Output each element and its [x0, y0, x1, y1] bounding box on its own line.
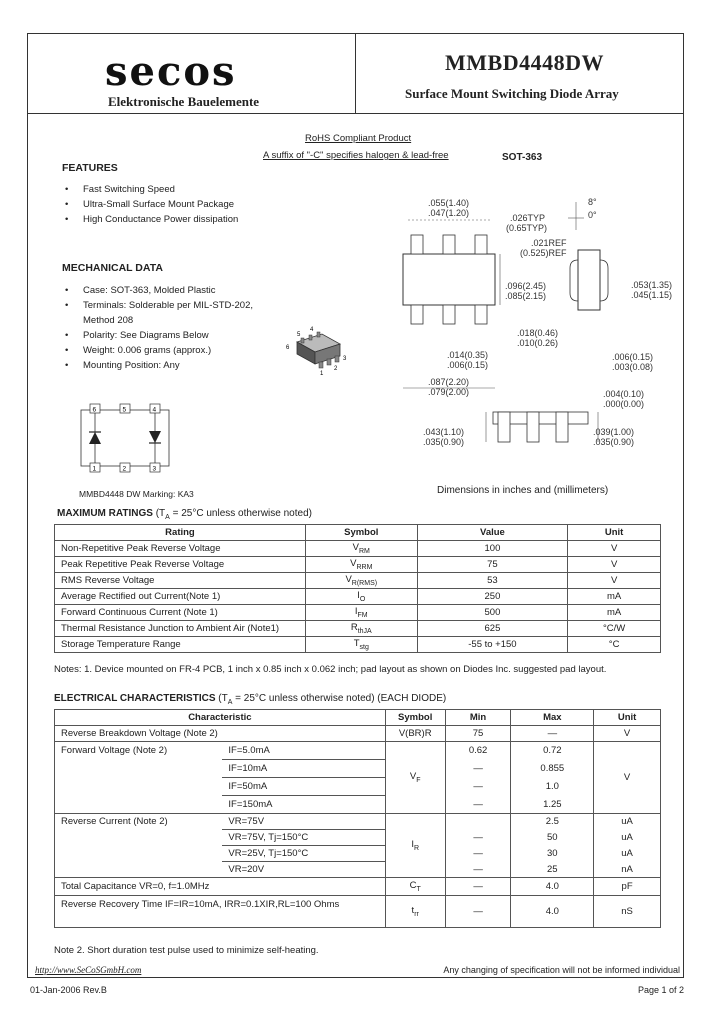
max-ratings-cond-sub: A	[165, 514, 170, 521]
table-row	[55, 878, 661, 896]
symbol-sub: rr	[414, 910, 419, 918]
dim-label: .006(0.15)	[612, 352, 654, 362]
footer-page: Page 1 of 2	[637, 985, 684, 995]
symbol-sub: R	[414, 844, 420, 852]
halogen-note: A suffix of "-C" specifies halogen & lead-free	[263, 150, 449, 161]
cell	[305, 605, 417, 621]
pin-label: 4	[152, 406, 157, 414]
cell: 30	[511, 846, 594, 862]
cell: -55 to +150	[417, 637, 568, 653]
pin-label: 5	[122, 406, 127, 414]
list-item: • High Conductance Power dissipation	[62, 212, 238, 227]
dim-label: .053(1.35)	[631, 280, 673, 290]
list-item: • Case: SOT-363, Molded Plastic	[62, 283, 253, 298]
symbol: T	[353, 638, 360, 650]
dim-label: .047(1.20)	[428, 208, 470, 218]
dim-label: .026TYP	[510, 213, 546, 223]
cell: 1.0	[511, 778, 594, 796]
cell: nS	[594, 896, 661, 928]
table-row	[55, 573, 661, 589]
marking-caption: MMBD4448 DW Marking: KA3	[79, 489, 194, 499]
cell: 100	[417, 541, 568, 557]
pin-label: 3	[152, 465, 157, 473]
cell: 2.5	[511, 814, 594, 830]
dim-label: (0.525)REF	[520, 248, 567, 258]
symbol-sub: O	[359, 595, 366, 603]
column-header: Min	[445, 710, 511, 726]
cell: Thermal Resistance Junction to Ambient Air (Note1)	[55, 621, 306, 637]
table-header-row	[55, 710, 661, 726]
company-name: Elektronische Bauelemente	[108, 94, 260, 109]
electrical-cond-pre: (T	[218, 693, 228, 704]
table-row	[55, 726, 661, 742]
symbol: V	[352, 542, 359, 554]
cell: 53	[417, 573, 568, 589]
cell: —	[445, 862, 511, 878]
dim-label: .018(0.46)	[517, 328, 559, 338]
cell	[385, 742, 445, 814]
column-header: Characteristic	[55, 710, 386, 726]
dim-label: .004(0.10)	[603, 389, 645, 399]
symbol-sub: thJA	[357, 627, 372, 635]
table-row	[55, 896, 661, 928]
column-header: Rating	[55, 525, 306, 541]
cell: °C	[568, 637, 661, 653]
column-header: Symbol	[305, 525, 417, 541]
dim-label: .079(2.00)	[428, 387, 470, 397]
column-header: Symbol	[385, 710, 445, 726]
cell	[385, 896, 445, 928]
cell: 0.62	[445, 742, 511, 760]
electrical-table	[54, 709, 661, 928]
pin-label: 1	[92, 465, 97, 473]
symbol: t	[411, 905, 415, 917]
max-ratings-cond-pre: (T	[155, 508, 166, 519]
symbol-sub: RM	[358, 547, 370, 555]
part-number: MMBD4448DW	[445, 50, 604, 75]
symbol: I	[354, 606, 358, 618]
cell: IF=50mA	[222, 778, 385, 796]
symbol-sub: RRM	[356, 563, 373, 571]
dimensions-caption: Dimensions in inches and (millimeters)	[437, 485, 609, 496]
table-row	[55, 742, 661, 760]
cell: —	[445, 846, 511, 862]
pin-label: 6	[92, 406, 97, 414]
cell: mA	[568, 589, 661, 605]
footer-disclaimer: Any changing of specification will not be informed individual	[443, 965, 680, 975]
cell: V	[568, 541, 661, 557]
electrical-cond-sub: A	[227, 699, 233, 706]
dim-label: .035(0.90)	[423, 437, 465, 447]
diode-schematic	[80, 402, 180, 477]
cell: —	[445, 878, 511, 896]
cell: 0.855	[511, 760, 594, 778]
dim-label: .045(1.15)	[631, 290, 673, 300]
pin-label: 5	[297, 332, 301, 338]
symbol: V	[345, 574, 352, 586]
cell: 0.72	[511, 742, 594, 760]
symbol: C	[409, 880, 417, 892]
package-illustration	[282, 322, 352, 377]
cell: V	[594, 726, 661, 742]
max-ratings-heading	[57, 508, 312, 521]
cell: pF	[594, 878, 661, 896]
table-row	[55, 541, 661, 557]
dim-label: (0.65TYP)	[506, 223, 548, 233]
cell	[305, 637, 417, 653]
pin-label: 4	[310, 327, 314, 333]
footer-date: 01-Jan-2006 Rev.B	[30, 985, 107, 995]
cell	[305, 557, 417, 573]
cell: —	[445, 896, 511, 928]
package-label: SOT-363	[502, 152, 543, 163]
dim-label: .087(2.20)	[428, 377, 470, 387]
cell: Peak Repetitive Peak Reverse Voltage	[55, 557, 306, 573]
electrical-title: ELECTRICAL CHARACTERISTICS	[54, 693, 216, 704]
diode-symbol	[89, 432, 101, 444]
cell: 4.0	[511, 878, 594, 896]
cell: IF=150mA	[222, 796, 385, 814]
table-row	[55, 557, 661, 573]
cell: 4.0	[511, 896, 594, 928]
dim-label: .055(1.40)	[428, 198, 470, 208]
cell: nA	[594, 862, 661, 878]
cell	[445, 814, 511, 830]
cell: V	[568, 573, 661, 589]
cell: VR=25V, Tj=150°C	[222, 846, 385, 862]
cell: —	[445, 760, 511, 778]
table-header-row	[55, 525, 661, 541]
cell: —	[511, 726, 594, 742]
cell: Non-Repetitive Peak Reverse Voltage	[55, 541, 306, 557]
dim-label: .014(0.35)	[447, 350, 489, 360]
max-ratings-table	[54, 524, 661, 653]
dim-label: .010(0.26)	[517, 338, 559, 348]
table-row	[55, 589, 661, 605]
dim-label: .003(0.08)	[612, 362, 654, 372]
cell: Average Rectified out Current(Note 1)	[55, 589, 306, 605]
cell: uA	[594, 830, 661, 846]
electrical-note: Note 2. Short duration test pulse used to minimize self-heating.	[54, 945, 319, 956]
symbol-sub: FM	[357, 611, 368, 619]
dim-label: .096(2.45)	[505, 281, 547, 291]
cell: —	[445, 778, 511, 796]
symbol: V	[350, 558, 357, 570]
footer-url[interactable]: http://www.SeCoSGmbH.com	[35, 965, 142, 975]
cell: 1.25	[511, 796, 594, 814]
cell	[385, 878, 445, 896]
header-divider	[355, 33, 356, 113]
cell	[305, 589, 417, 605]
pin-label: 1	[320, 371, 324, 377]
cell: VR=20V	[222, 862, 385, 878]
cell: uA	[594, 814, 661, 830]
cell	[385, 814, 445, 878]
cell	[305, 541, 417, 557]
table-row	[55, 605, 661, 621]
diode-symbol	[149, 431, 161, 443]
cell: —	[445, 796, 511, 814]
cell: 50	[511, 830, 594, 846]
features-title: FEATURES	[62, 162, 118, 174]
cell: 250	[417, 589, 568, 605]
max-ratings-title: MAXIMUM RATINGS	[57, 508, 153, 519]
max-ratings-note: Notes: 1. Device mounted on FR-4 PCB, 1 inch x 0.85 inch x 0.062 inch; pad layout as shown on Diodes Inc. suggested pad layout.	[54, 664, 607, 675]
symbol: V	[409, 771, 417, 783]
list-item: • Mounting Position: Any	[62, 358, 253, 373]
cell: 500	[417, 605, 568, 621]
dim-label: .085(2.15)	[505, 291, 547, 301]
cell: Reverse Current (Note 2)	[55, 814, 223, 878]
column-header: Unit	[594, 710, 661, 726]
cell: 25	[511, 862, 594, 878]
symbol: R	[350, 622, 358, 634]
symbol: I	[411, 839, 414, 851]
symbol-sub: R(RMS)	[351, 579, 378, 587]
cell: Forward Continuous Current (Note 1)	[55, 605, 306, 621]
list-item: • Weight: 0.006 grams (approx.)	[62, 343, 253, 358]
cell: Total Capacitance VR=0, f=1.0MHz	[55, 878, 386, 896]
cell: 625	[417, 621, 568, 637]
cell: °C/W	[568, 621, 661, 637]
cell: 75	[445, 726, 511, 742]
pin-label: 2	[122, 465, 127, 473]
rohs-note: RoHS Compliant Product	[305, 133, 412, 144]
cell	[305, 573, 417, 589]
cell: mA	[568, 605, 661, 621]
mechanical-list	[62, 283, 253, 373]
max-ratings-cond: = 25°C unless otherwise noted)	[169, 508, 312, 519]
cell: 75	[417, 557, 568, 573]
symbol-sub: F	[416, 776, 421, 784]
dim-label: .035(0.90)	[593, 437, 635, 447]
symbol-sub: T	[416, 885, 421, 893]
dim-label: .021REF	[531, 238, 567, 248]
dim-label: .043(1.10)	[423, 427, 465, 437]
pin-label: 2	[334, 366, 338, 372]
cell: V	[594, 742, 661, 814]
cell: V	[568, 557, 661, 573]
cell: V(BR)R	[385, 726, 445, 742]
dim-label: .039(1.00)	[593, 427, 635, 437]
column-header: Max	[511, 710, 594, 726]
angle-label: 0°	[588, 210, 597, 220]
symbol: I	[357, 590, 360, 602]
table-row	[55, 621, 661, 637]
cell: RMS Reverse Voltage	[55, 573, 306, 589]
dim-label: .006(0.15)	[447, 360, 489, 370]
table-row	[55, 814, 661, 830]
table-row	[55, 637, 661, 653]
cell: VR=75V	[222, 814, 385, 830]
electrical-heading	[54, 693, 446, 706]
symbol-sub: stg	[359, 643, 369, 651]
cell: IF=10mA	[222, 760, 385, 778]
electrical-cond: = 25°C unless otherwise noted) (EACH DIODE)	[232, 693, 447, 704]
cell: uA	[594, 846, 661, 862]
column-header: Value	[417, 525, 568, 541]
dim-label: .000(0.00)	[603, 399, 645, 409]
list-item: • Polarity: See Diagrams Below	[62, 328, 253, 343]
cell: Forward Voltage (Note 2)	[55, 742, 223, 814]
column-header: Unit	[568, 525, 661, 541]
features-list	[62, 182, 238, 227]
list-item-cont	[62, 313, 253, 328]
cell: —	[445, 830, 511, 846]
cell: IF=5.0mA	[222, 742, 385, 760]
list-item: • Terminals: Solderable per MIL-STD-202,	[62, 298, 253, 313]
terminals-cont: Method 208	[83, 315, 134, 326]
mechanical-title: MECHANICAL DATA	[62, 262, 163, 274]
header-bottom-rule	[27, 113, 684, 114]
cell	[305, 621, 417, 637]
pin-label: 3	[343, 356, 347, 362]
pin-label: 6	[286, 345, 290, 351]
list-item: • Ultra-Small Surface Mount Package	[62, 197, 238, 212]
brand-logo: secos	[105, 48, 237, 95]
cell: VR=75V, Tj=150°C	[222, 830, 385, 846]
angle-label: 8°	[588, 197, 597, 207]
cell: Reverse Breakdown Voltage (Note 2)	[55, 726, 386, 742]
list-item: • Fast Switching Speed	[62, 182, 238, 197]
product-subtitle: Surface Mount Switching Diode Array	[405, 86, 619, 101]
cell: Reverse Recovery Time IF=IR=10mA, IRR=0.1XIR,RL=100 Ohms	[55, 896, 386, 928]
cell: Storage Temperature Range	[55, 637, 306, 653]
